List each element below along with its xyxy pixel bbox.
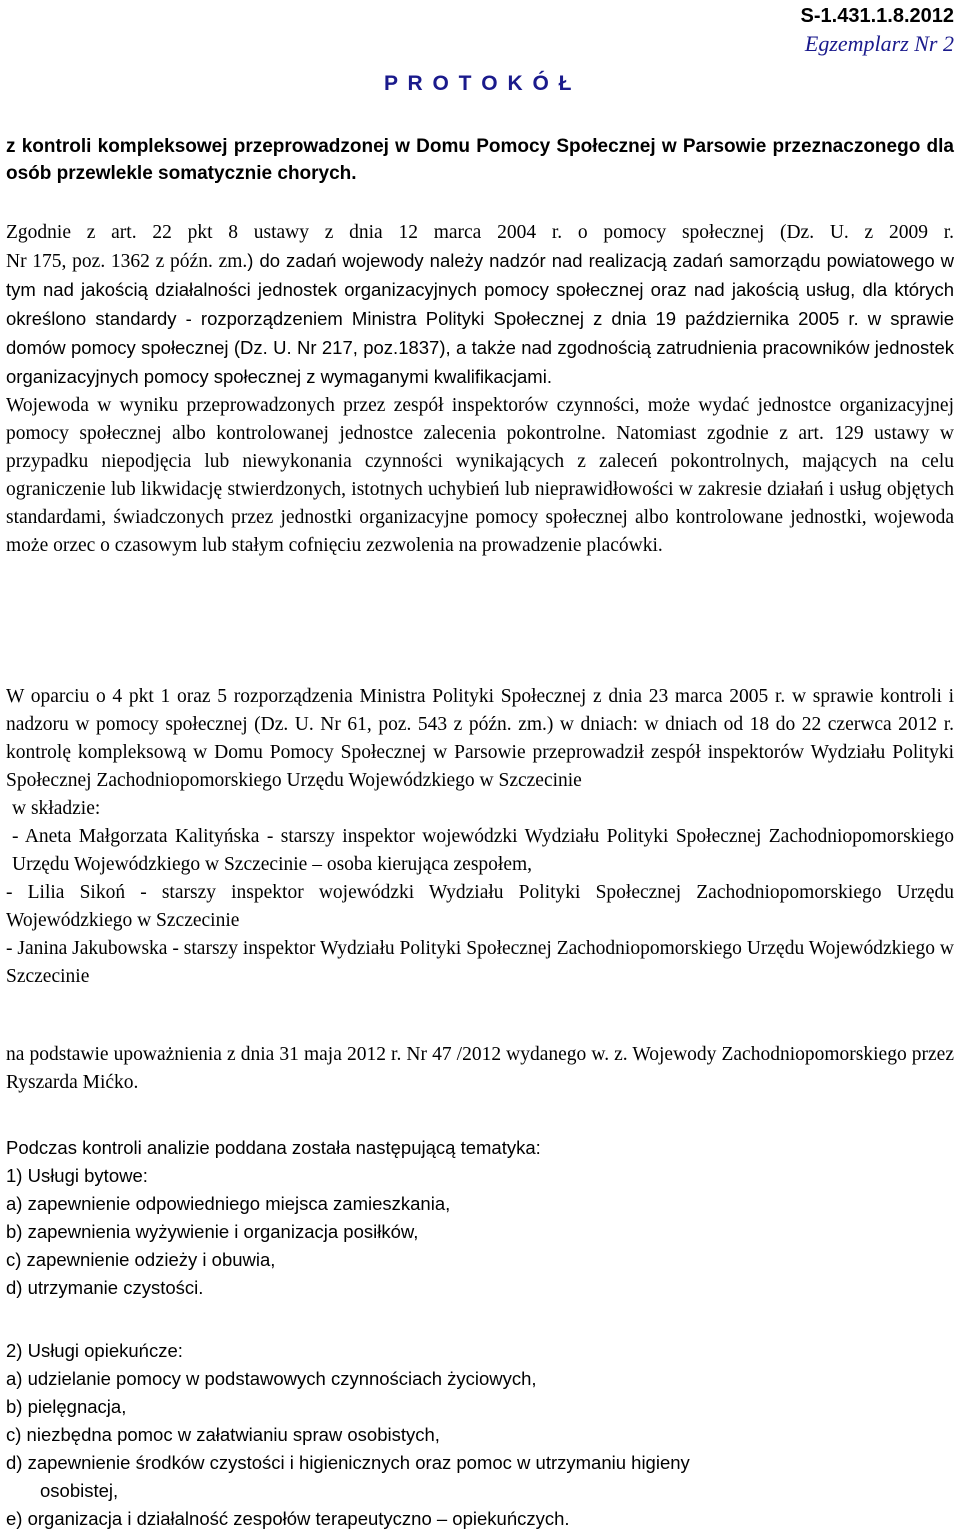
list-item: a) zapewnienie odpowiedniego miejsca zamieszkania, bbox=[6, 1193, 451, 1214]
team-member: - Aneta Małgorzata Kalityńska - starszy inspektor wojewódzki Wydziału Polityki Społecznej Zachodniopomorskiego Urzędu Wojewódzkiego w Szczecinie – osoba kierująca zespołem, bbox=[12, 826, 954, 875]
list-item-continuation: osobistej, bbox=[40, 1480, 119, 1501]
document-title: P R O T O K Ó Ł bbox=[384, 72, 574, 95]
legal-basis-citation: Nr 175, poz. 1362 z późn. zm. bbox=[6, 251, 248, 272]
scope-section-care bbox=[6, 1337, 954, 1533]
legal-basis-line1: Zgodnie z art. 22 pkt 8 ustawy z dnia 12 marca 2004 r. o pomocy społecznej (Dz. U. z 2009 r. bbox=[6, 222, 954, 243]
list-item: b) pielęgnacja, bbox=[6, 1396, 127, 1417]
scope-section bbox=[6, 1134, 954, 1302]
copy-label: Egzemplarz Nr 2 bbox=[804, 31, 954, 56]
protocol-subject: z kontroli kompleksowej przeprowadzonej w Domu Pomocy Społecznej w Parsowie przeznaczonego dla osób przewlekle somatycznie chorych. bbox=[6, 136, 954, 184]
inspection-consequences-paragraph: Wojewoda w wyniku przeprowadzonych przez zespół inspektorów czynności, może wydać jednostce organizacyjnej pomocy społecznej albo kontrolowanej jednostce zalecenia pokontrolne. Natomiast zgodnie z art. 129 ustawy w przypadku niepodjęcia lub niewykonania czynności wynikających z zaleceń pokontrolnych, mających na celu ograniczenie lub likwidację stwierdzonych, istotnych uchybień lub nieprawidłowości w zakresie działań i usług objętych standardami, świadczonych przez jednostki organizacyjne pomocy społecznej albo kontrolowane jednostki, wojewoda może orzec o czasowym lub stałym cofnięciu zezwolenia na prowadzenie placówki. bbox=[6, 395, 954, 556]
list-item: d) utrzymanie czystości. bbox=[6, 1277, 204, 1298]
team-member: - Janina Jakubowska - starszy inspektor Wydziału Polityki Społecznej Zachodniopomorskiego Urzędu Wojewódzkiego w Szczecinie bbox=[6, 938, 954, 987]
scope-group-title: 1) Usługi bytowe: bbox=[6, 1165, 148, 1186]
team-label: w składzie: bbox=[12, 798, 101, 819]
legal-basis-section bbox=[6, 219, 954, 560]
list-item: d) zapewnienie środków czystości i higienicznych oraz pomoc w utrzymaniu higieny bbox=[6, 1452, 690, 1473]
authorization-paragraph: na podstawie upoważnienia z dnia 31 maja 2012 r. Nr 47 /2012 wydanego w. z. Wojewody Zachodniopomorskiego przez Ryszarda Mićko. bbox=[6, 1044, 954, 1093]
legal-basis-text: ) do zadań wojewody należy nadzór nad realizacją zadań samorządu powiatowego w tym nad jakością działalności jednostek organizacyjnych pomocy społecznej oraz nad jakością usług, dla których określono standardy - rozporządzeniem Ministra Polityki Społecznej z dnia 19 października 2005 r. w sprawie domów pomocy społecznej (Dz. U. Nr 217, poz.1837), a także nad zgodnością zatrudnienia pracowników jednostek organizacyjnych pomocy społecznej z wymaganymi kwalifikacjami. bbox=[6, 250, 954, 387]
scope-intro: Podczas kontroli analizie poddana została następującą tematyka: bbox=[6, 1137, 541, 1158]
inspection-basis-text: W oparciu o 4 pkt 1 oraz 5 rozporządzenia Ministra Polityki Społecznej z dnia 23 marca 2005 r. w sprawie kontroli i nadzoru w pomocy społecznej (Dz. U. Nr 61, poz. 543 z późn. zm.) w dniach: w dniach od 18 do 22 czerwca 2012 r. kontrolę kompleksową w Domu Pomocy Społecznej w Parsowie przeprowadził zespół inspektorów Wydziału Polityki Społecznej Zachodniopomorskiego Urzędu Wojewódzkiego w Szczecinie bbox=[6, 686, 954, 791]
document-number: S-1.431.1.8.2012 bbox=[800, 5, 954, 27]
team-member: - Lilia Sikoń - starszy inspektor wojewódzki Wydziału Polityki Społecznej Zachodniopomorskiego Urzędu Wojewódzkiego w Szczecinie bbox=[6, 882, 954, 931]
scope-group-title: 2) Usługi opiekuńcze: bbox=[6, 1340, 183, 1361]
list-item: a) udzielanie pomocy w podstawowych czynnościach życiowych, bbox=[6, 1368, 537, 1389]
list-item: c) niezbędna pomoc w załatwianiu spraw osobistych, bbox=[6, 1424, 440, 1445]
list-item: c) zapewnienie odzieży i obuwia, bbox=[6, 1249, 276, 1270]
inspection-basis-section bbox=[6, 683, 954, 991]
list-item: e) organizacja i działalność zespołów terapeutyczno – opiekuńczych. bbox=[6, 1508, 570, 1529]
list-item: b) zapewnienia wyżywienie i organizacja posiłków, bbox=[6, 1221, 419, 1242]
